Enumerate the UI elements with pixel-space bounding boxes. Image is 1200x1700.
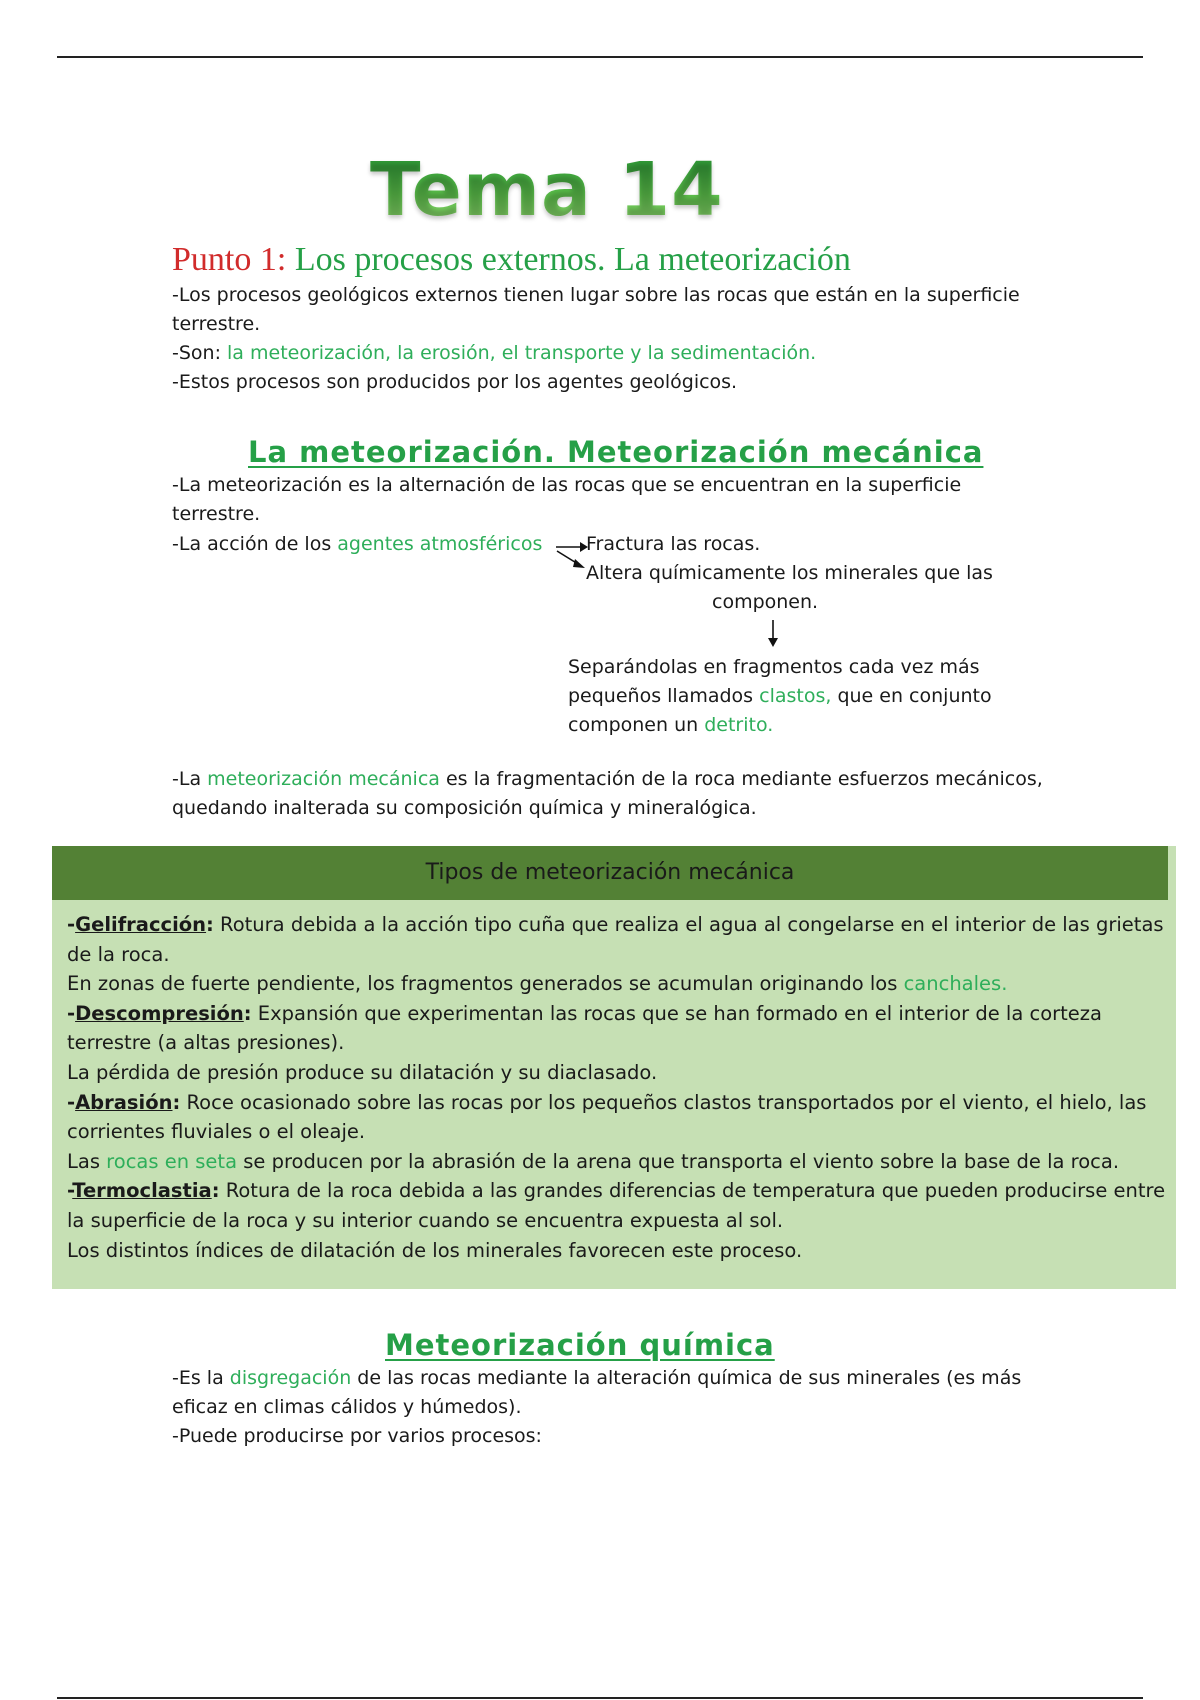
chemical-heading: Meteorización química — [385, 1328, 775, 1362]
type-line: corrientes fluviales o el oleaje. — [67, 1120, 366, 1144]
intro-line: terrestre. — [172, 313, 261, 335]
type-line: Los distintos índices de dilatación de los minerales favorecen este proceso. — [67, 1238, 803, 1262]
branch-alter: Altera químicamente los minerales que las — [586, 562, 993, 584]
section-point-heading — [172, 238, 851, 282]
intro-paragraph — [172, 281, 1092, 397]
point-label: Punto 1: — [172, 241, 287, 278]
arrow-head — [768, 638, 778, 647]
top-rule — [57, 56, 1143, 58]
page-title: Tema 14 — [370, 147, 724, 233]
type-line: -Descompresión: Expansión que experimentan las rocas que se han formado en el interior de la corteza — [67, 1001, 1102, 1025]
down-arrow — [763, 618, 783, 652]
mechanical-heading: La meteorización. Meteorización mecánica — [248, 435, 984, 469]
disgregacion-highlight: disgregación — [229, 1367, 352, 1389]
type-line: En zonas de fuerte pendiente, los fragmentos generados se acumulan originando los canchales. — [67, 972, 1008, 996]
point-title: Los procesos externos. La meteorización — [294, 241, 851, 278]
mechanical-types-header: Tipos de meteorización mecánica — [52, 846, 1168, 900]
bottom-rule — [57, 1697, 1143, 1699]
intro-highlight: la meteorización, la erosión, el transporte y la sedimentación. — [227, 342, 817, 364]
agents-highlight: agentes atmosféricos — [337, 533, 543, 555]
type-line: de la roca. — [67, 942, 170, 966]
mechanical-line: -La meteorización mecánica es la fragmentación de la roca mediante esfuerzos mecánicos, — [172, 768, 1043, 790]
intro-line: -Los procesos geológicos externos tienen lugar sobre las rocas que están en la superficie — [172, 284, 1020, 306]
definition-line: -La meteorización es la alternación de las rocas que se encuentran en la superficie — [172, 474, 962, 496]
result-line: pequeños llamados clastos, que en conjunto — [568, 685, 992, 707]
definition-line: terrestre. — [172, 503, 261, 525]
arrow-head — [573, 559, 585, 568]
term-descompresion: Descompresión — [75, 1001, 244, 1025]
term-gelifraccion: Gelifracción — [75, 913, 207, 936]
mechanical-line: quedando inalterada su composición química y mineralógica. — [172, 797, 757, 819]
mechanical-types-content — [67, 910, 1166, 1265]
chemical-paragraph — [172, 1364, 1092, 1451]
intro-line: -Estos procesos son producidos por los agentes geológicos. — [172, 371, 738, 393]
result-paragraph — [568, 653, 992, 740]
definition-paragraph — [172, 471, 1092, 529]
intro-line: -Son: la meteorización, la erosión, el transporte y la sedimentación. — [172, 342, 817, 364]
type-line: -Abrasión: Roce ocasionado sobre las rocas por los pequeños clastos transportados por el viento, el hielo, las — [67, 1090, 1147, 1114]
type-line: La pérdida de presión produce su dilatación y su diaclasado. — [67, 1060, 658, 1084]
clastos-highlight: clastos, — [759, 685, 832, 707]
term-termoclastia: Termoclastia — [72, 1179, 212, 1203]
mechanical-definition — [172, 765, 1092, 823]
type-line: la superficie de la roca y su interior cuando se encuentra expuesta al sol. — [67, 1208, 784, 1232]
canchales-highlight: canchales. — [903, 972, 1008, 996]
type-line: terrestre (a altas presiones). — [67, 1031, 345, 1055]
chemical-line: -Es la disgregación de las rocas mediante la alteración química de sus minerales (es más — [172, 1367, 1022, 1389]
type-line: -Gelifracción: Rotura debida a la acción tipo cuña que realiza el agua al congelarse en el interior de las grietas — [67, 913, 1164, 936]
result-line: Separándolas en fragmentos cada vez más — [568, 656, 980, 678]
chemical-line: eficaz en climas cálidos y húmedos). — [172, 1396, 522, 1418]
branch-alter-cont: componen. — [712, 591, 819, 613]
result-line: componen un detrito. — [568, 714, 774, 736]
rocas-en-seta-highlight: rocas en seta — [106, 1149, 238, 1173]
type-line: Las rocas en seta se producen por la abrasión de la arena que transporta el viento sobre la base de la roca. — [67, 1149, 1120, 1173]
type-line: -Termoclastia: Rotura de la roca debida a las grandes diferencias de temperatura que pueden producirse entre — [67, 1179, 1166, 1203]
mechanical-highlight: meteorización mecánica — [207, 768, 440, 790]
branch-fracture: Fractura las rocas. — [586, 533, 761, 555]
action-line: -La acción de los agentes atmosféricos — [172, 533, 543, 555]
term-abrasion: Abrasión — [75, 1090, 173, 1114]
detrito-highlight: detrito. — [704, 714, 774, 736]
chemical-line: -Puede producirse por varios procesos: — [172, 1425, 542, 1447]
